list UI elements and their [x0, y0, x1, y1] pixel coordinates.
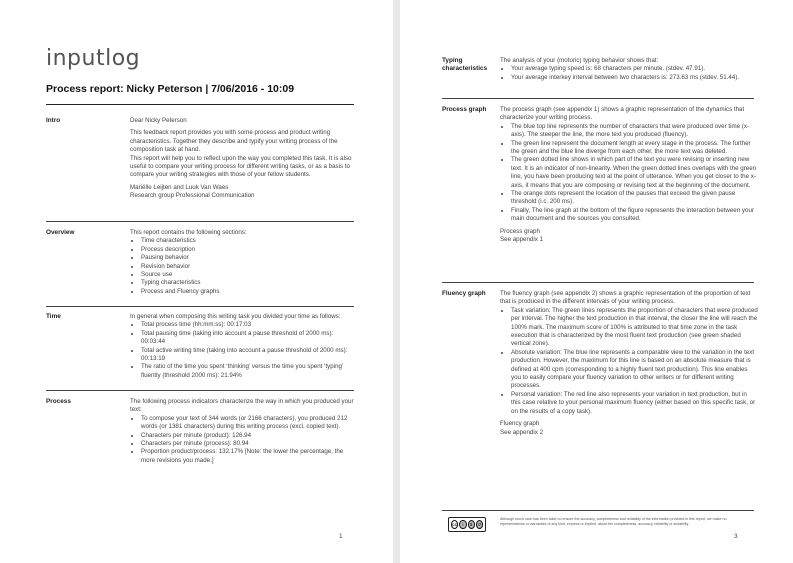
process-label: Process: [46, 398, 71, 405]
section-rule: [442, 98, 754, 99]
process-lead: The following process indicators characterize the way in which you produced your text:: [130, 398, 354, 414]
list-item: • Typing characteristics: [141, 279, 355, 287]
creative-commons-badge: [448, 517, 486, 532]
footer-rule: [442, 510, 754, 511]
page-number: 1: [339, 533, 343, 540]
list-item: • Process description: [141, 246, 355, 254]
list-item: • Your average interkey interval between two characters is: 273.63 ms (stdev. 51.44).: [511, 74, 752, 82]
list-item: • The orange dots represent the location of the pauses that exceed the given pause threshold (i.c. 200 ms).: [511, 190, 758, 207]
by-icon: i: [459, 520, 466, 529]
overview-lead: This report contains the following sections:: [130, 229, 247, 236]
fluency-graph-list: [500, 307, 758, 416]
overview-label: Overview: [46, 229, 75, 236]
intro-paragraph-1: This feedback report provides you with some process and product writing characteristics. Together they describe and typify your writing process of the composition task at hand.: [130, 129, 338, 154]
process-section: [130, 398, 355, 465]
page-gap: [393, 0, 400, 563]
section-rule: [46, 390, 354, 391]
fluency-graph-appendix-ref: See appendix 2: [500, 428, 544, 436]
list-item: • Process and Fluency graphs: [141, 288, 355, 296]
list-item: • Characters per minute (process): 80.94: [141, 440, 355, 448]
intro-paragraph-2: This report will help you to reflect upon the way you completed this task. It is also useful to compare your writing process for different writing tasks, or as a basis to compare your writing strategies with those of your fellow students.: [130, 154, 352, 179]
fluency-graph-lead: The fluency graph (see appendix 2) shows a graphic representation of the proportion of text that is produced in the different intervals of your writing process.: [500, 290, 751, 306]
list-item: • Finally, The line graph at the bottom of the figure represents the interaction between your main document and the sources you consulted.: [511, 207, 758, 224]
fluency-graph-caption: Fluency graph: [500, 420, 540, 428]
list-item: • Revision behavior: [141, 263, 355, 271]
process-graph-lead: The process graph (see appendix 1) shows a graphic representation of the dynamics that characterize your writing process.: [500, 106, 745, 122]
nc-icon: $: [468, 520, 475, 529]
time-label: Time: [46, 313, 61, 320]
process-graph-list: [500, 123, 758, 224]
list-item: • Total active writing time (taking into account a pause threshold of 2000 ms): 00:13:19: [141, 347, 355, 364]
intro-label: Intro: [46, 117, 61, 124]
list-item: • Total process time (hh:mm:ss): 00:17:03: [141, 321, 355, 329]
intro-signature-names: Mariëlle Leijten and Luuk Van Waes: [130, 183, 229, 191]
list-item: • Pausing behavior: [141, 254, 355, 262]
title-rule: [46, 104, 354, 105]
process-list: [130, 415, 355, 465]
report-title: Process report: Nicky Peterson | 7/06/2016 - 10:09: [46, 83, 295, 95]
list-item: • The green line represent the document length at every stage in the process. The further the green and the blue line diverge from each other, the more text was deleted.: [511, 140, 758, 157]
report-page-3: [400, 0, 793, 563]
list-item: • The blue top line represents the number of characters that were produced over time (x-axis). The steeper the line, the more text you produced (fluency).: [511, 123, 758, 140]
typing-list: [500, 65, 752, 82]
list-item: • Characters per minute (product): 126.94: [141, 432, 355, 440]
intro-signature-group: Research group Professional Communication: [130, 192, 255, 200]
process-graph-caption: Process graph: [500, 227, 540, 235]
list-item: • To compose your text of 344 words (or 2166 characters), you produced 212 words (or 1381 characters) during this writing process (excl. copied text).: [141, 415, 355, 432]
time-lead: In general when composing this writing task you divided your time as follows:: [130, 313, 341, 320]
list-item: • Proportion product/process: 132.17% [Note: the lower the percentage, the more revisions you made.]: [141, 448, 355, 465]
fluency-graph-section: [500, 290, 758, 437]
list-item: • The green dotted line shows in which part of the text you were revising or inserting new text. It is an indicator of non-linearity. When the green dotted lines overlaps with the green line, you have been producing text at the point of utterance. When you get closer to the x-axis, it means that you are composing or revising text at the beginning of the document.: [511, 156, 758, 190]
process-graph-section: [500, 106, 758, 245]
list-item: • Task variation: The green lines represents the proportion of characters that were produced per interval. The higher the text production in that interval, the closer the line will reach the 100% mark. The maximum score of 100% is attributed to that time zone in the task execution that is characterized by the most fluent text production (see green shaded vertical zone).: [511, 307, 758, 349]
page-number: 3: [734, 533, 738, 540]
overview-section: [130, 229, 355, 296]
list-item: • Total pausing time (taking into account a pause threshold of 2000 ms): 00:03:44: [141, 330, 355, 347]
report-page-1: [0, 0, 393, 563]
list-item: • Time characteristics: [141, 237, 355, 245]
typing-section: [500, 57, 752, 82]
process-graph-appendix-ref: See appendix 1: [500, 236, 544, 244]
section-rule: [46, 221, 354, 222]
list-item: • Source use: [141, 271, 355, 279]
sa-icon: ↺: [476, 520, 483, 529]
intro-greeting: Dear Nicky Peterson: [130, 117, 187, 124]
time-section: [130, 313, 355, 380]
disclaimer-text: Although much care has been taken to ensure the accuracy, completeness and reliability of the information provided in this report, we make no representations or warranties of any kind, express or implied, about the completeness, accuracy, reliability or suitability.: [500, 517, 727, 526]
list-item: • Personal variation: The red line also represents your variation in text production, but in this case relative to your personal maximum fluency (either based on this specific task, or on the results of a copy task).: [511, 391, 758, 416]
list-item: • Absolute variation: The blue line represents a comparable view to the variation in the text production. However, the maximum for this line is based on an absolute measure that is defined at 400 cpm (corresponding to a highly fluent text production). This line enables you to easily compare your fluency variation to other writers or for different writing processes.: [511, 349, 758, 391]
section-rule: [442, 282, 754, 283]
list-item: • The ratio of the time you spent ‘thinking’ versus the time you spent ‘typing’ fluently (threshold 2000 ms): 21.94%: [141, 363, 355, 380]
intro-section: [130, 117, 355, 201]
list-item: • Your average typing speed is: 68 characters per minute. (stdev. 47.91).: [511, 65, 752, 73]
section-rule: [46, 306, 354, 307]
cc-icon: cc: [452, 522, 458, 527]
overview-list: [130, 237, 355, 296]
fluency-graph-label: Fluency graph: [442, 290, 486, 297]
process-graph-label: Process graph: [442, 106, 487, 113]
inputlog-logo: inputlog: [46, 46, 141, 71]
typing-label: Typing characteristics: [442, 57, 488, 73]
time-list: [130, 321, 355, 380]
typing-lead: The analysis of your (motoric) typing behavior shows that:: [500, 57, 659, 64]
